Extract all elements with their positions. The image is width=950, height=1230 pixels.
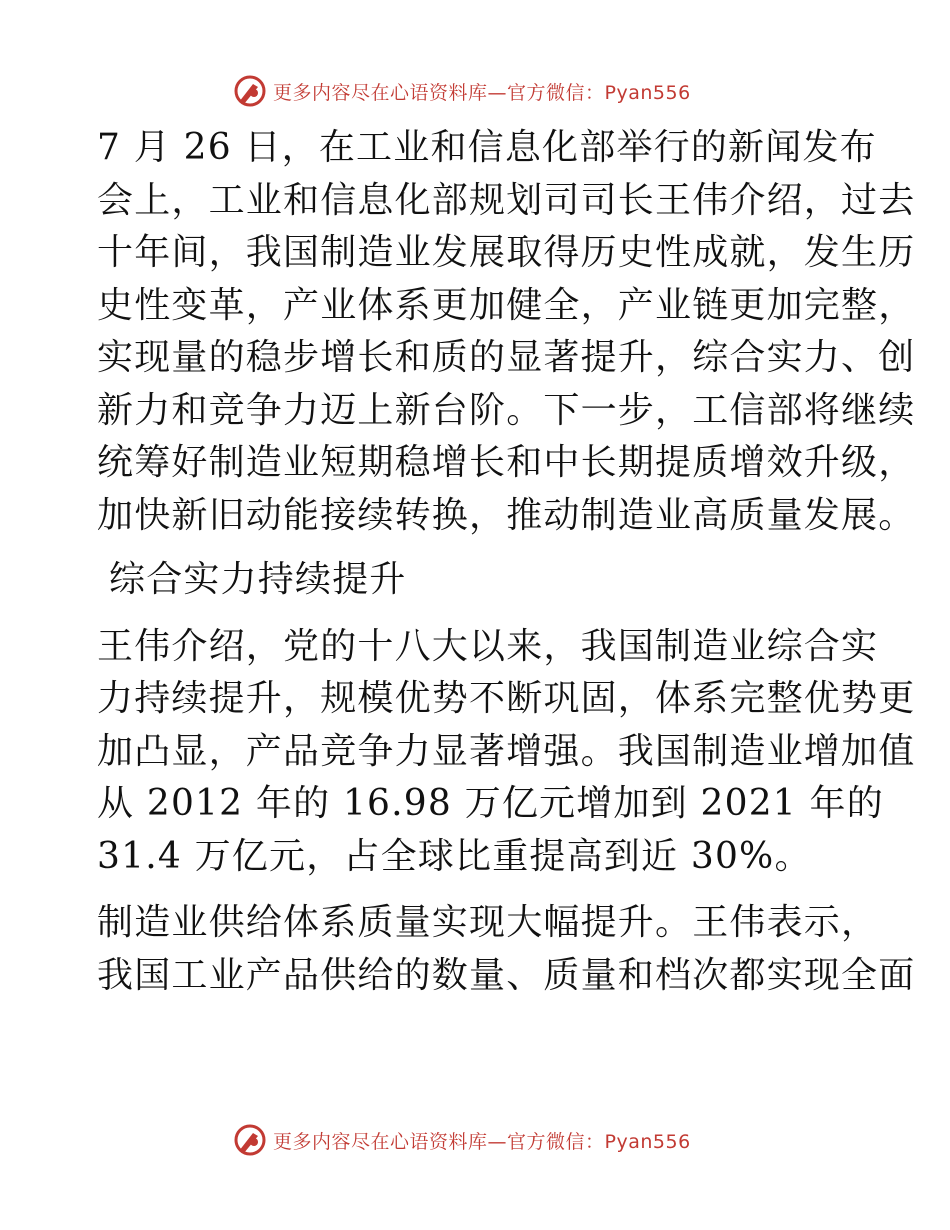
text-line: 加凸显，产品竞争力显著增强。我国制造业增加值 [97, 730, 916, 772]
text-line: 十年间，我国制造业发展取得历史性成就，发生历 [97, 232, 916, 273]
text-line: 制造业供给体系质量实现大幅提升。王伟表示， [97, 902, 879, 943]
text-line: 统筹好制造业短期稳增长和中长期提质增效升级， [97, 442, 916, 483]
text-line: 从 2012 年的 16.98 万亿元增加到 2021 年的 [97, 783, 884, 824]
text-line: 加快新旧动能接续转换，推动制造业高质量发展。 [97, 494, 916, 536]
banner-text: 更多内容尽在心语资料库—官方微信：Pyan556 [273, 1130, 691, 1153]
text-line: 会上，工业和信息化部规划司司长王伟介绍，过去 [97, 179, 916, 221]
text-line: 新力和竞争力迈上新台阶。下一步，工信部将继续 [97, 389, 916, 431]
text-line: 7 月 26 日，在工业和信息化部举行的新闻发布 [97, 127, 877, 168]
text-line: 31.4 万亿元，占全球比重提高到近 30%。 [97, 835, 812, 877]
text-line: 实现量的稳步增长和质的显著提升，综合实力、创 [97, 337, 916, 378]
banner-text: 更多内容尽在心语资料库—官方微信：Pyan556 [273, 81, 691, 104]
text-line: 王伟介绍，党的十八大以来，我国制造业综合实 [97, 625, 879, 667]
text-line: 我国工业产品供给的数量、质量和档次都实现全面 [97, 954, 916, 996]
paragraph-3 [97, 897, 916, 1002]
paragraph-2 [97, 621, 916, 884]
text-line: 力持续提升，规模优势不断巩固，体系完整优势更 [97, 678, 916, 719]
footer-banner [233, 1120, 691, 1160]
text-line: 史性变革，产业体系更加健全，产业链更加完整， [97, 284, 916, 326]
paragraph-1 [97, 122, 916, 542]
document-body [97, 122, 916, 1002]
header-banner [233, 71, 691, 111]
pen-logo-icon [233, 1123, 267, 1157]
pen-logo-icon [233, 74, 267, 108]
section-heading: 综合实力持续提升 [109, 559, 407, 600]
